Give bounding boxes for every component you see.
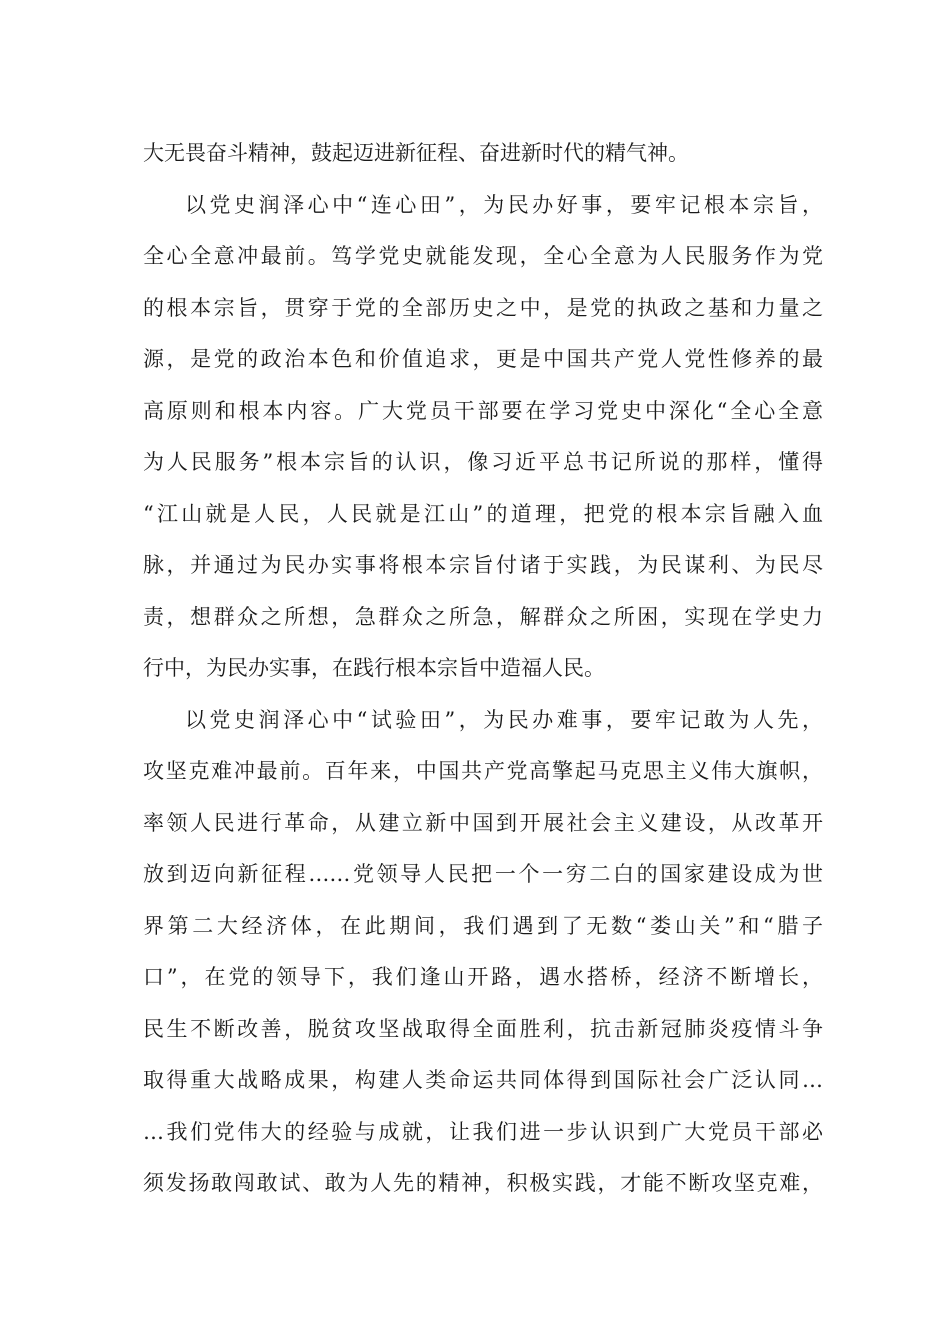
text-line: 率领人民进行革命，从建立新中国到开展社会主义建设，从改革开 bbox=[143, 810, 823, 835]
text-line: 须发扬敢闯敢试、敢为人先的精神，积极实践，才能不断攻坚克难， bbox=[143, 1171, 823, 1195]
text-line: 取得重大战略成果，构建人类命运共同体得到国际社会广泛认同… bbox=[143, 1068, 823, 1092]
text-line: 放到迈向新征程……党领导人民把一个一穷二白的国家建设成为世 bbox=[143, 862, 823, 886]
text-line: 责，想群众之所想，急群众之所急，解群众之所困，实现在学史力 bbox=[143, 604, 823, 629]
body-text bbox=[143, 128, 823, 1210]
text-line: 大无畏奋斗精神，鼓起迈进新征程、奋进新时代的精气神。 bbox=[143, 141, 689, 165]
text-line: 高原则和根本内容。广大党员干部要在学习党史中深化“全心全意 bbox=[143, 398, 823, 423]
paragraph-start-line: 以党史润泽心中“连心田”，为民办好事，要牢记根本宗旨， bbox=[185, 192, 823, 217]
paragraph-start-line: 以党史润泽心中“试验田”，为民办难事，要牢记敢为人先， bbox=[185, 707, 823, 732]
text-line: 口”，在党的领导下，我们逢山开路，遇水搭桥，经济不断增长， bbox=[143, 965, 823, 989]
text-line: 攻坚克难冲最前。百年来，中国共产党高擎起马克思主义伟大旗帜， bbox=[143, 759, 823, 783]
text-line: 的根本宗旨，贯穿于党的全部历史之中，是党的执政之基和力量之 bbox=[143, 295, 823, 320]
text-line: 全心全意冲最前。笃学党史就能发现，全心全意为人民服务作为党 bbox=[143, 244, 823, 268]
text-line: 民生不断改善，脱贫攻坚战取得全面胜利，抗击新冠肺炎疫情斗争 bbox=[143, 1016, 823, 1041]
text-line: “江山就是人民，人民就是江山”的道理，把党的根本宗旨融入血 bbox=[143, 501, 823, 526]
text-line: 界第二大经济体，在此期间，我们遇到了无数“娄山关”和“腊子 bbox=[143, 913, 823, 938]
text-line: 源，是党的政治本色和价值追求，更是中国共产党人党性修养的最 bbox=[143, 347, 823, 371]
text-line: 为人民服务”根本宗旨的认识，像习近平总书记所说的那样，懂得 bbox=[143, 450, 823, 474]
text-line: …我们党伟大的经验与成就，让我们进一步认识到广大党员干部必 bbox=[143, 1119, 823, 1144]
text-line: 脉，并通过为民办实事将根本宗旨付诸于实践，为民谋利、为民尽 bbox=[143, 553, 823, 577]
text-line: 行中，为民办实事，在践行根本宗旨中造福人民。 bbox=[143, 656, 605, 680]
